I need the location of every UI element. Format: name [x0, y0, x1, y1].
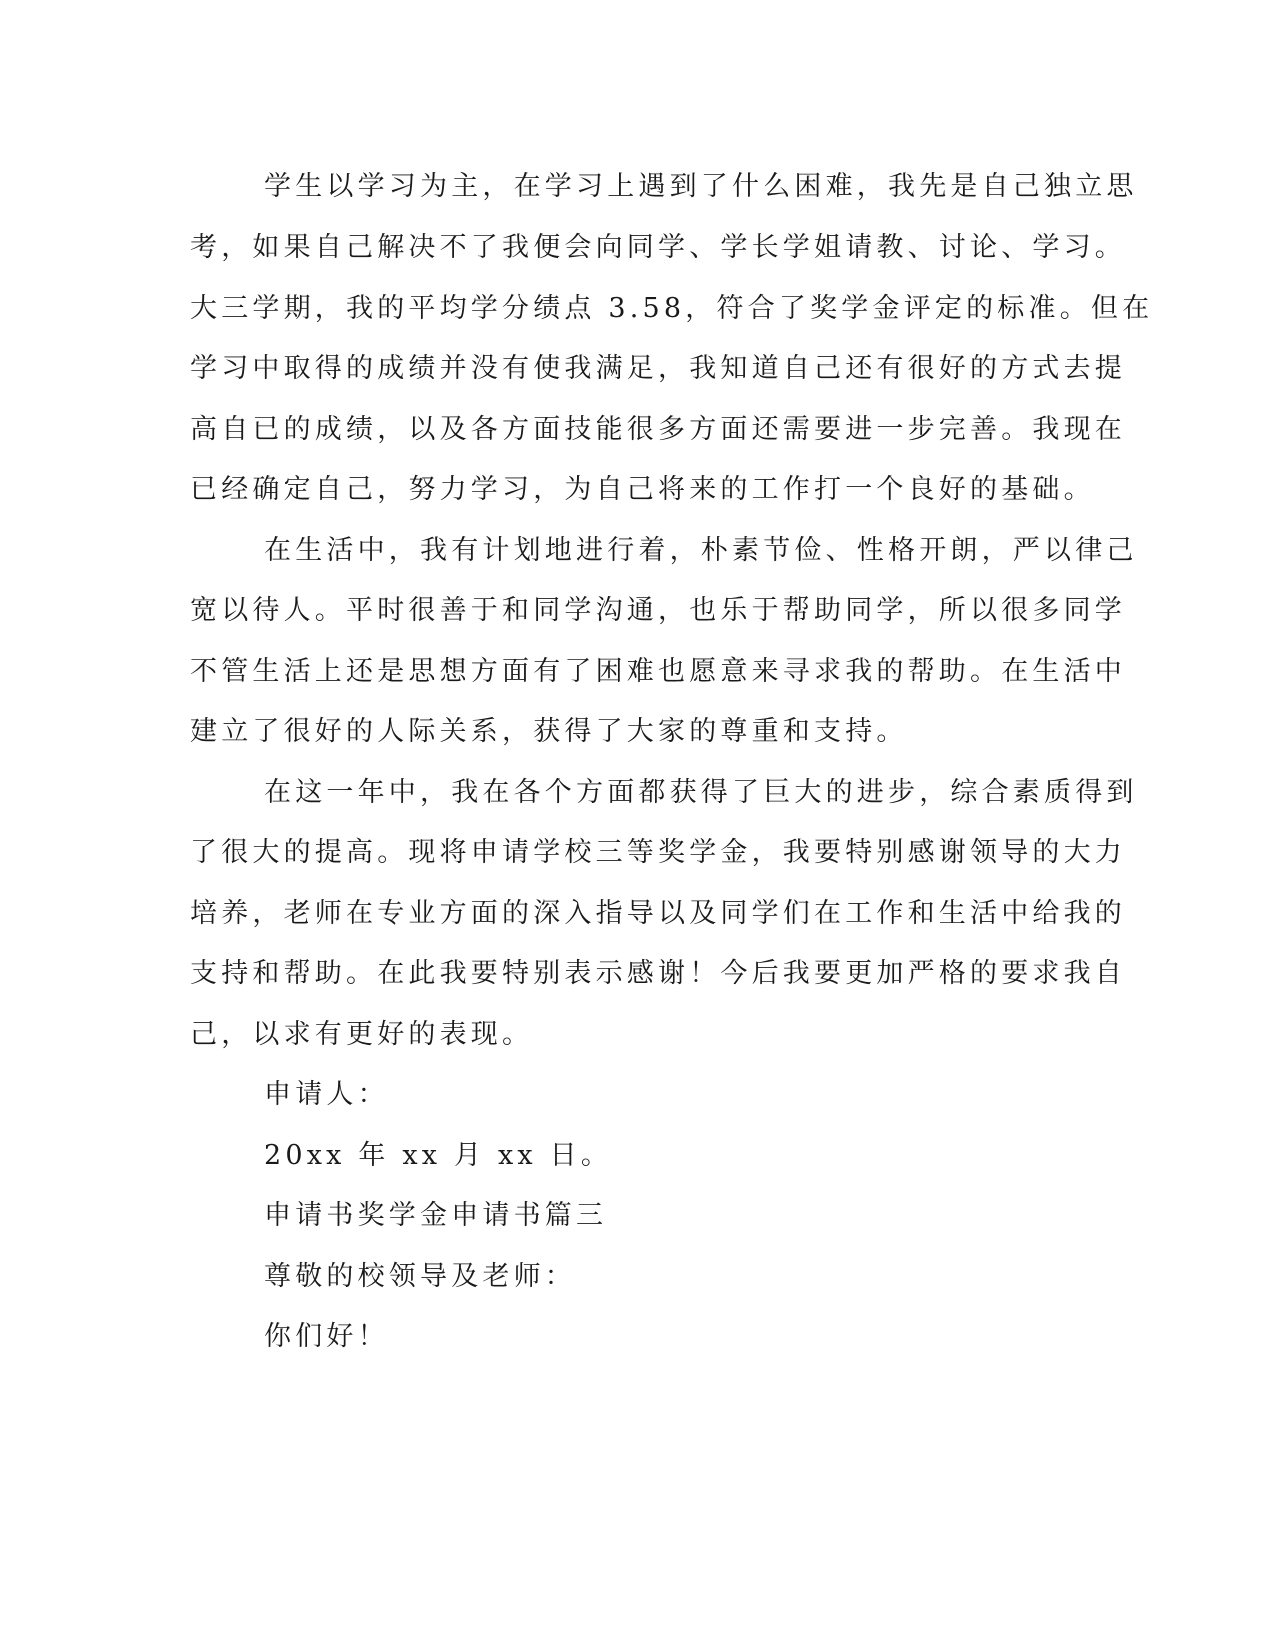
paragraph-line: 己，以求有更好的表现。	[190, 1019, 534, 1050]
paragraph-line: 不管生活上还是思想方面有了困难也愿意来寻求我的帮助。在生活中	[190, 656, 1126, 687]
paragraph-line: 已经确定自己，努力学习，为自己将来的工作打一个良好的基础。	[190, 474, 1095, 505]
salutation: 尊敬的校领导及老师：	[264, 1261, 576, 1292]
paragraph-line: 学习中取得的成绩并没有使我满足，我知道自己还有很好的方式去提	[190, 353, 1126, 384]
paragraph-line: 大三学期，我的平均学分绩点 3.58，符合了奖学金评定的标准。但在	[190, 293, 1154, 324]
paragraph-line: 支持和帮助。在此我要特别表示感谢！今后我要更加严格的要求我自	[190, 958, 1126, 989]
applicant-label: 申请人：	[264, 1079, 389, 1110]
paragraph-line: 了很大的提高。现将申请学校三等奖学金，我要特别感谢领导的大力	[190, 837, 1126, 868]
paragraph-line: 考，如果自己解决不了我便会向同学、学长学姐请教、讨论、学习。	[190, 232, 1126, 263]
paragraph-line: 在这一年中，我在各个方面都获得了巨大的进步，综合素质得到	[264, 777, 1138, 808]
paragraph-line: 宽以待人。平时很善于和同学沟通，也乐于帮助同学，所以很多同学	[190, 595, 1126, 626]
paragraph-line: 高自已的成绩，以及各方面技能很多方面还需要进一步完善。我现在	[190, 414, 1126, 445]
greeting: 你们好！	[264, 1321, 389, 1352]
date-line: 20xx 年 xx 月 xx 日。	[264, 1140, 613, 1171]
paragraph-line: 培养，老师在专业方面的深入指导以及同学们在工作和生活中给我的	[190, 898, 1126, 929]
section-title: 申请书奖学金申请书篇三	[264, 1200, 608, 1231]
paragraph-line: 建立了很好的人际关系，获得了大家的尊重和支持。	[190, 716, 908, 747]
paragraph-line: 在生活中，我有计划地进行着，朴素节俭、性格开朗，严以律己	[264, 535, 1138, 566]
paragraph-line: 学生以学习为主，在学习上遇到了什么困难，我先是自己独立思	[264, 171, 1138, 202]
